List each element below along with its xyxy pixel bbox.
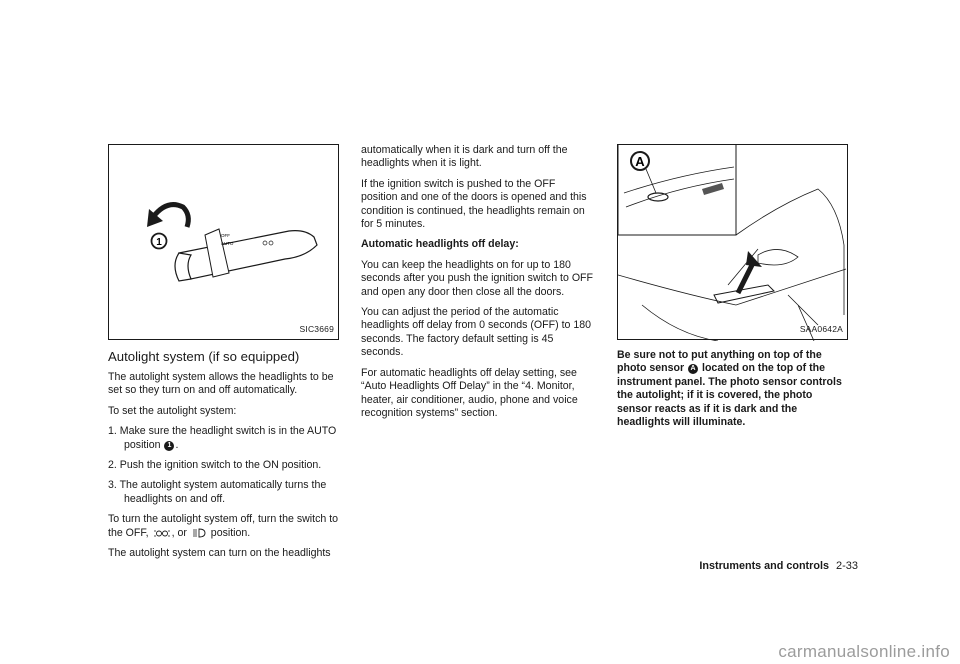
callout-1-icon: 1 [164,441,174,451]
parking-light-icon [154,529,170,538]
doors-paragraph: If the ignition switch is pushed to the OFF position and one of the doors is opened and this condition is continued, the headlights remain on for 5 minutes. [361,177,587,231]
steps-intro: To set the autolight system: [108,404,237,417]
continued-paragraph: automatically when it is dark and turn off the headlights when it is light. [361,144,568,170]
warning-text: Be sure not to put anything on top of the photo sensor A located on the top of the instrument panel. The photo sensor controls the autolight; if it is covered, the photo sensor reacts as if it is dark and the headlights will illuminate. [617,349,842,429]
adjust-paragraph: You can adjust the period of the automatic headlights off delay from 0 seconds (OFF) to 180 seconds. The factory default setting is 45 seconds. [361,306,592,359]
setting-reference-paragraph: For automatic headlights off delay setting, see “Auto Headlights Off Delay” in the “4. Monitor, heater, air conditioner, audio, phone and voice recognition systems” section. [361,366,578,419]
turn-off-paragraph: To turn the autolight system off, turn the switch to the OFF, , or position. [108,513,339,539]
figure-photo-sensor [617,144,848,340]
closing-paragraph: The autolight system can turn on the headlights [108,547,331,560]
column-right [617,144,850,436]
watermark: carmanualsonline.info [778,642,950,661]
section-title: Autolight system (if so equipped) [108,349,300,364]
callout-a-icon: A [688,364,698,374]
off-delay-paragraph: You can keep the headlights on for up to 180 seconds after you push the ignition switch to OFF and open any door then close all the doors. [361,258,594,298]
headlight-switch-illustration [109,145,340,341]
column-middle [361,144,594,427]
callout-1-label: 1 [156,237,162,248]
column-left [108,144,341,567]
figure-code: SAA0642A [799,323,843,334]
callout-a-label: A [635,154,645,169]
figure-code: SIC3669 [299,323,334,334]
page-footer [699,560,858,572]
switch-label-off: OFF [221,233,230,238]
step-1: 1. Make sure the headlight switch is in the AUTO position 1 . [108,425,337,451]
photo-sensor-illustration [618,145,849,341]
switch-label-auto: AUTO [221,241,234,246]
off-delay-heading: Automatic headlights off delay: [361,238,519,251]
step-2: 2. Push the ignition switch to the ON position. [108,459,322,472]
footer-section-name: Instruments and controls [699,560,829,572]
step-3: 3. The autolight system automatically turns the headlights on and off. [108,479,327,505]
page-number: 2-33 [835,560,858,572]
figure-headlight-switch [108,144,339,340]
headlight-icon [192,528,206,538]
intro-paragraph: The autolight system allows the headlights to be set so they turn on and off automatically. [108,371,334,397]
